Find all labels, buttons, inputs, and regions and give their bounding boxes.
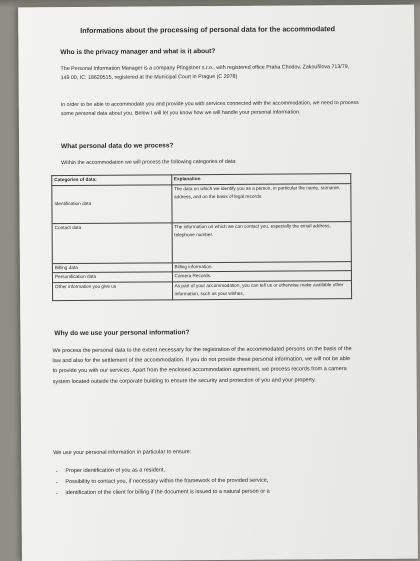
data-categories-table <box>51 173 352 301</box>
table-cell-explanation: As part of your accommodation, you can tell us or otherwise make available other information, such as your wishes, <box>172 280 352 299</box>
table-row <box>52 280 351 300</box>
ensure-intro: We use your personal information in particular to ensure: <box>53 449 192 457</box>
why-use-paragraph: We process the personal data to the extent necessary for the registration of the accommodated persons on the basis of the law and also for the settlement of the accommodation. If you do not provide these personal information, we will not be able to provide you with our services. Apart from the enclosed accommodation agreement, we process records from a camera system located outside the corporate building to ensure the security and protection of you and your property. <box>52 346 352 385</box>
privacy-manager-paragraph: The Personal Information Manager is a company Pfingstner s.r.o., with registered office Praha Chodov, Zakouřilova 713/79, 149 00, IC: 18620515, registered at the Municipal Court in Prague (C 2078) <box>60 64 350 82</box>
purpose-list <box>55 464 365 500</box>
table-header-explanation: Explanation <box>171 174 350 185</box>
categories-intro: Within the accommodation we will process the following categories of data: <box>61 158 237 167</box>
table-cell-category: Contact data <box>52 222 172 263</box>
table-cell-explanation: The data on which we identify you as a person, in particular the name, surname, address, and on the basis of legal records. <box>171 183 351 222</box>
table-cell-explanation: Billing information. <box>172 261 351 272</box>
table-header-categories: Categories of data: <box>52 175 172 185</box>
privacy-manager-heading: Who is the privacy manager and what is it about? <box>60 48 216 57</box>
table-cell-category: Identification data <box>52 184 172 223</box>
table-row <box>52 221 351 263</box>
accommodation-paragraph: In order to be able to accommodate you and provide you with services connected with the accommodation, we need to process some personal data about you. Below I will let you know how we will handle your personal information. <box>60 100 359 118</box>
document-title: Informations about the processing of personal data for the accommodated <box>80 24 336 35</box>
table-row <box>52 183 351 223</box>
table-cell-category: Personification data <box>52 272 172 282</box>
document-page <box>18 5 418 561</box>
table-cell-explanation: The information on which we can contact you, especially the email address, telephone number. <box>172 221 352 262</box>
list-item: • Proper identification of you as a resident, <box>65 464 365 477</box>
why-use-heading: Why do we use your personal information? <box>54 329 190 338</box>
list-item: • Possibility to contact you, if necessary within the framework of the provided service, <box>65 475 365 488</box>
table-cell-category: Billing data <box>52 262 172 272</box>
list-item: • identification of the client for billing if the document is issued to a natural person or a <box>65 486 365 499</box>
table-cell-category: Other information you give us <box>52 282 172 301</box>
personal-data-heading: What personal data do we process? <box>61 142 174 151</box>
table-cell-explanation: Camera Records. <box>172 271 351 282</box>
